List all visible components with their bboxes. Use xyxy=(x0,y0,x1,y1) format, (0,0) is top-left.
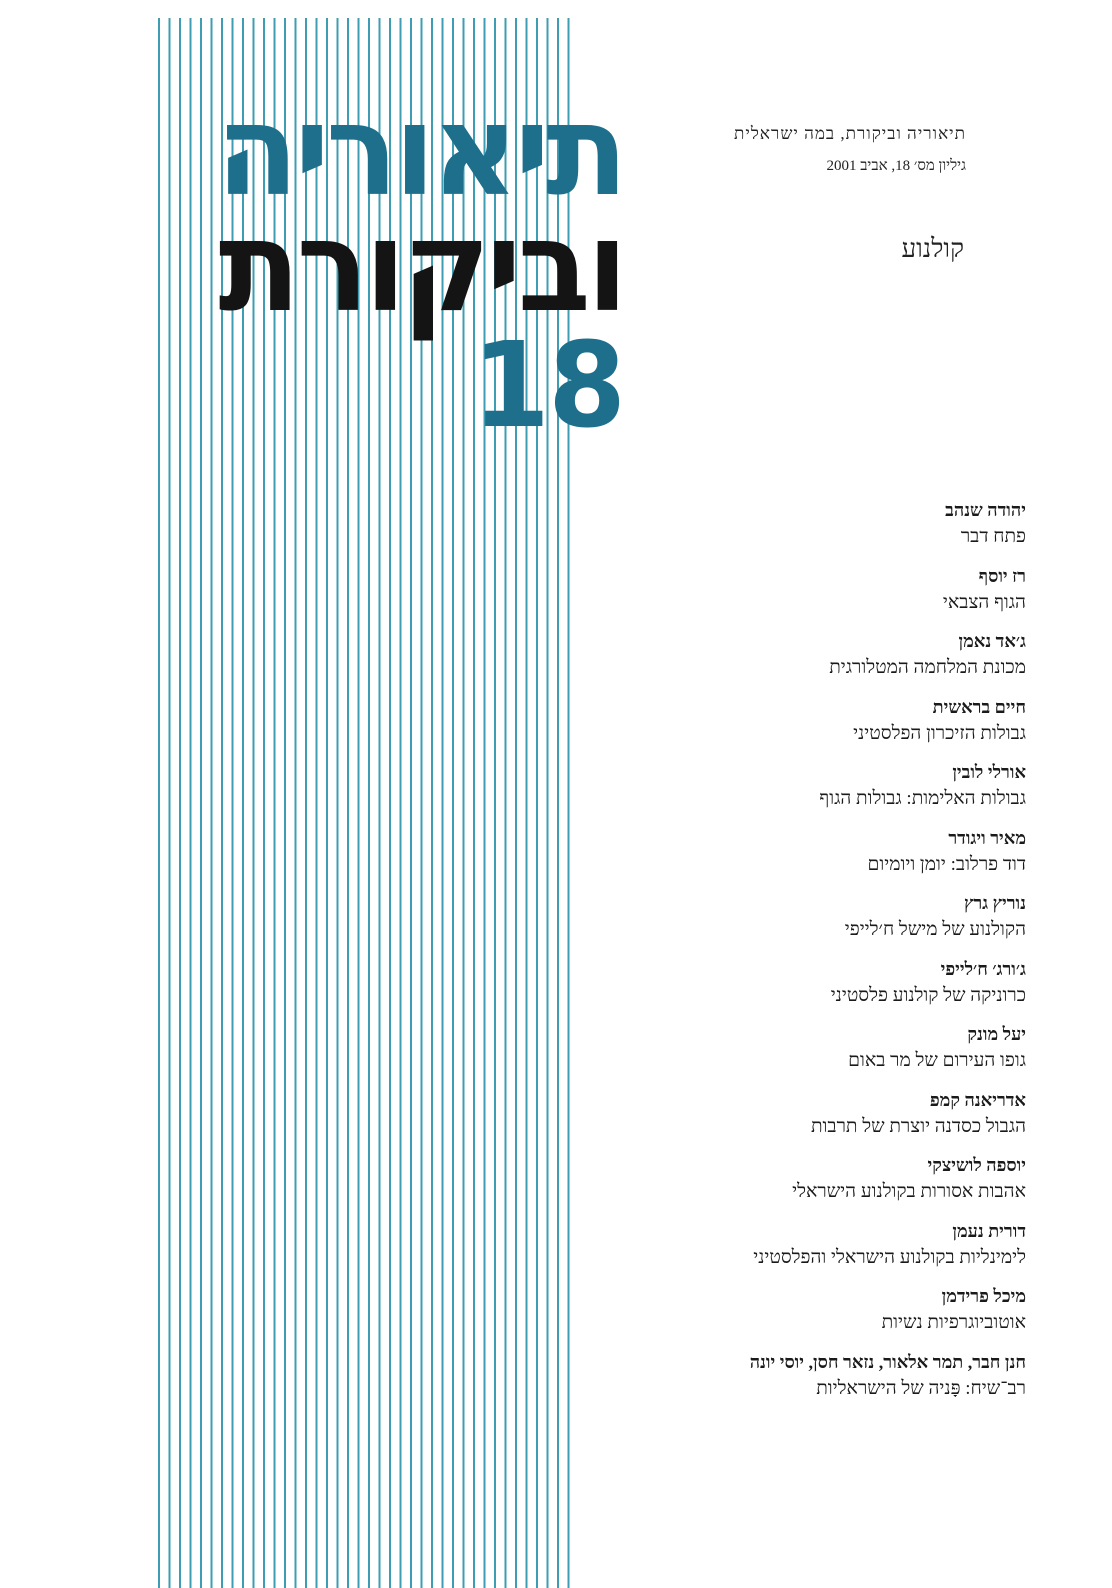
toc-entry xyxy=(646,1153,1026,1219)
toc-title: מכונת המלחמה המטלורגית xyxy=(829,657,1026,678)
toc-title: הגבול כסדנה יוצרת של תרבות xyxy=(810,1115,1026,1137)
toc-entry xyxy=(646,1350,1026,1416)
journal-title-line2: וביקורת xyxy=(218,194,624,341)
toc-author: אורלי לובין xyxy=(952,762,1026,782)
toc-author: דורית נעמן xyxy=(952,1220,1026,1241)
toc-entry xyxy=(646,629,1026,695)
table-of-contents xyxy=(646,498,1026,1415)
toc-entry xyxy=(646,564,1026,630)
toc-author: יוספה לושיצקי xyxy=(927,1155,1026,1175)
toc-entry xyxy=(646,1219,1026,1285)
toc-entry xyxy=(646,957,1026,1023)
toc-title: גבולות האלימות: גבולות הגוף xyxy=(819,788,1026,809)
toc-author: נוריץ גרץ xyxy=(963,893,1026,913)
toc-title: כרוניקה של קולנוע פלסטיני xyxy=(830,984,1026,1006)
issue-line: גיליון מס׳ 18, אביב 2001 xyxy=(826,158,966,174)
toc-title: לימינליות בקולנוע הישראלי והפלסטיני xyxy=(753,1246,1026,1268)
toc-title: הגוף הצבאי xyxy=(942,591,1026,613)
toc-title: אוטוביוגרפיות נשיות xyxy=(881,1312,1026,1333)
toc-entry xyxy=(646,498,1026,564)
toc-author: יעל מונק xyxy=(967,1024,1026,1044)
toc-title: גופו העירום של מר באום xyxy=(848,1050,1026,1071)
toc-entry xyxy=(646,1022,1026,1088)
toc-title: דוד פרלוב: יומן ויומיום xyxy=(867,853,1026,875)
toc-author: ג׳ורג׳ ח׳לייפי xyxy=(940,958,1026,979)
toc-title: פתח דבר xyxy=(960,526,1026,547)
toc-entry xyxy=(646,760,1026,826)
toc-entry xyxy=(646,1284,1026,1350)
toc-author: ג׳אד נאמן xyxy=(958,631,1026,651)
toc-author: מאיר ויגודר xyxy=(948,827,1026,848)
toc-entry xyxy=(646,891,1026,957)
toc-author: רז יוסף xyxy=(978,565,1026,586)
toc-entry xyxy=(646,826,1026,892)
toc-title: גבולות הזיכרון הפלסטיני xyxy=(853,722,1026,744)
toc-entry xyxy=(646,1088,1026,1154)
toc-title: אהבות אסורות בקולנוע הישראלי xyxy=(792,1181,1026,1202)
toc-author: חיים בראשית xyxy=(932,696,1026,717)
journal-title-line1: תיאוריה xyxy=(216,78,624,225)
toc-author: אדריאנה קמפ xyxy=(929,1089,1026,1110)
toc-author: חנן חבר, תמר אלאור, נזאר חסן, יוסי יונה xyxy=(749,1351,1026,1372)
issue-theme: קולנוע xyxy=(901,234,964,263)
toc-author: יהודה שנהב xyxy=(945,500,1026,520)
toc-entry xyxy=(646,695,1026,761)
toc-title: רב־שיח: פָּניה של הישראליות xyxy=(816,1377,1026,1399)
toc-title: הקולנוע של מישל ח׳לייפי xyxy=(844,919,1026,940)
issue-number: 18 xyxy=(472,317,624,455)
series-line: תיאוריה וביקורת, במה ישראלית xyxy=(734,124,966,143)
toc-author: מיכל פרידמן xyxy=(941,1286,1026,1306)
